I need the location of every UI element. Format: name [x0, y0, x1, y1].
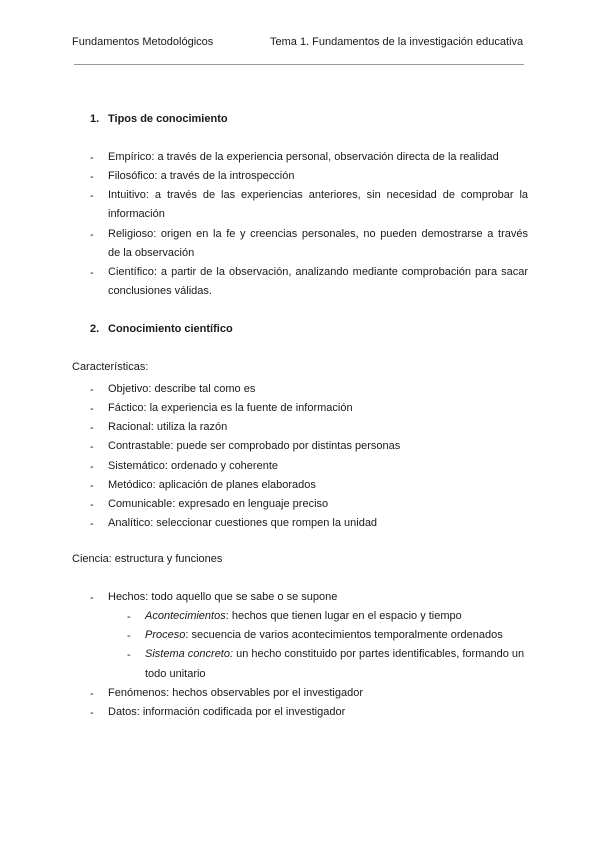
sub-item-term: Proceso	[145, 629, 186, 641]
list-item-dash: -	[90, 171, 94, 183]
list-item-line2: de la observación	[108, 247, 195, 259]
list-item-dash: -	[90, 403, 94, 415]
section2-number: 2.	[90, 323, 100, 335]
list-item: Objetivo: describe tal como es	[108, 383, 256, 395]
list-item-dash: -	[90, 499, 94, 511]
list-item-dash: -	[90, 518, 94, 530]
list-item: Racional: utiliza la razón	[108, 421, 228, 433]
sub-item-line2: todo unitario	[145, 668, 206, 680]
list-item-dash: -	[90, 152, 94, 164]
section1-number: 1.	[90, 113, 100, 125]
list-item: Filosófico: a través de la introspección	[108, 170, 295, 182]
list-item-dash: -	[90, 480, 94, 492]
list-item: Sistemático: ordenado y coherente	[108, 460, 278, 472]
sub-item-term: Sistema concreto:	[145, 648, 234, 660]
list-item-line1: Científico: a partir de la observación, analizando mediante comprobación para sacar	[108, 266, 528, 278]
list-item-dash: -	[90, 384, 94, 396]
list-item: Empírico: a través de la experiencia personal, observación directa de la realidad	[108, 151, 499, 163]
characteristics-label: Características:	[72, 361, 149, 373]
fenomenos-item: Fenómenos: hechos observables por el investigador	[108, 687, 363, 699]
list-item-line2: conclusiones válidas.	[108, 285, 212, 297]
header-divider	[74, 64, 524, 65]
sub-item-term: Acontecimientos	[145, 610, 226, 622]
list-item-dash: -	[90, 441, 94, 453]
list-item: Analítico: seleccionar cuestiones que rompen la unidad	[108, 517, 378, 529]
sub-item-dash: -	[127, 630, 131, 642]
sub-item-acontecimientos	[145, 607, 528, 626]
list-item-line1: Intuitivo: a través de las experiencias anteriores, sin necesidad de comprobar la	[108, 189, 528, 201]
list-item-dash: -	[90, 592, 94, 604]
sub-item-dash: -	[127, 611, 131, 623]
section1-title: Tipos de conocimiento	[108, 113, 228, 125]
header-topic-title: Tema 1. Fundamentos de la investigación educativa	[270, 36, 524, 48]
header-course-title: Fundamentos Metodológicos	[72, 36, 214, 48]
list-item: Comunicable: expresado en lenguaje preciso	[108, 498, 329, 510]
datos-item: Datos: información codificada por el investigador	[108, 706, 346, 718]
sub-item-text: un hecho constituido por partes identificables, formando un	[233, 648, 525, 660]
list-item-dash: -	[90, 688, 94, 700]
sub-item-sistema-concreto	[145, 645, 528, 664]
sub-item-dash: -	[127, 649, 131, 661]
ciencia-label: Ciencia: estructura y funciones	[72, 553, 223, 565]
list-item-dash: -	[90, 267, 94, 279]
list-item-dash: -	[90, 461, 94, 473]
section2-heading	[90, 323, 233, 335]
list-item: Metódico: aplicación de planes elaborados	[108, 479, 316, 491]
list-item-dash: -	[90, 229, 94, 241]
list-item: Fáctico: la experiencia es la fuente de información	[108, 402, 353, 414]
section1-heading	[90, 113, 228, 125]
sub-item-proceso	[145, 626, 528, 645]
sub-item-text: : secuencia de varios acontecimientos temporalmente ordenados	[185, 629, 503, 641]
list-item-line1: Religioso: origen en la fe y creencias personales, no pueden demostrarse a través	[108, 228, 528, 240]
hechos-item: Hechos: todo aquello que se sabe o se supone	[108, 591, 338, 603]
sub-item-text: : hechos que tienen lugar en el espacio y tiempo	[225, 610, 462, 622]
list-item-dash: -	[90, 190, 94, 202]
list-item-line2: información	[108, 208, 165, 220]
list-item-dash: -	[90, 422, 94, 434]
section2-title: Conocimiento científico	[108, 323, 233, 335]
list-item-dash: -	[90, 707, 94, 719]
list-item: Contrastable: puede ser comprobado por distintas personas	[108, 440, 401, 452]
